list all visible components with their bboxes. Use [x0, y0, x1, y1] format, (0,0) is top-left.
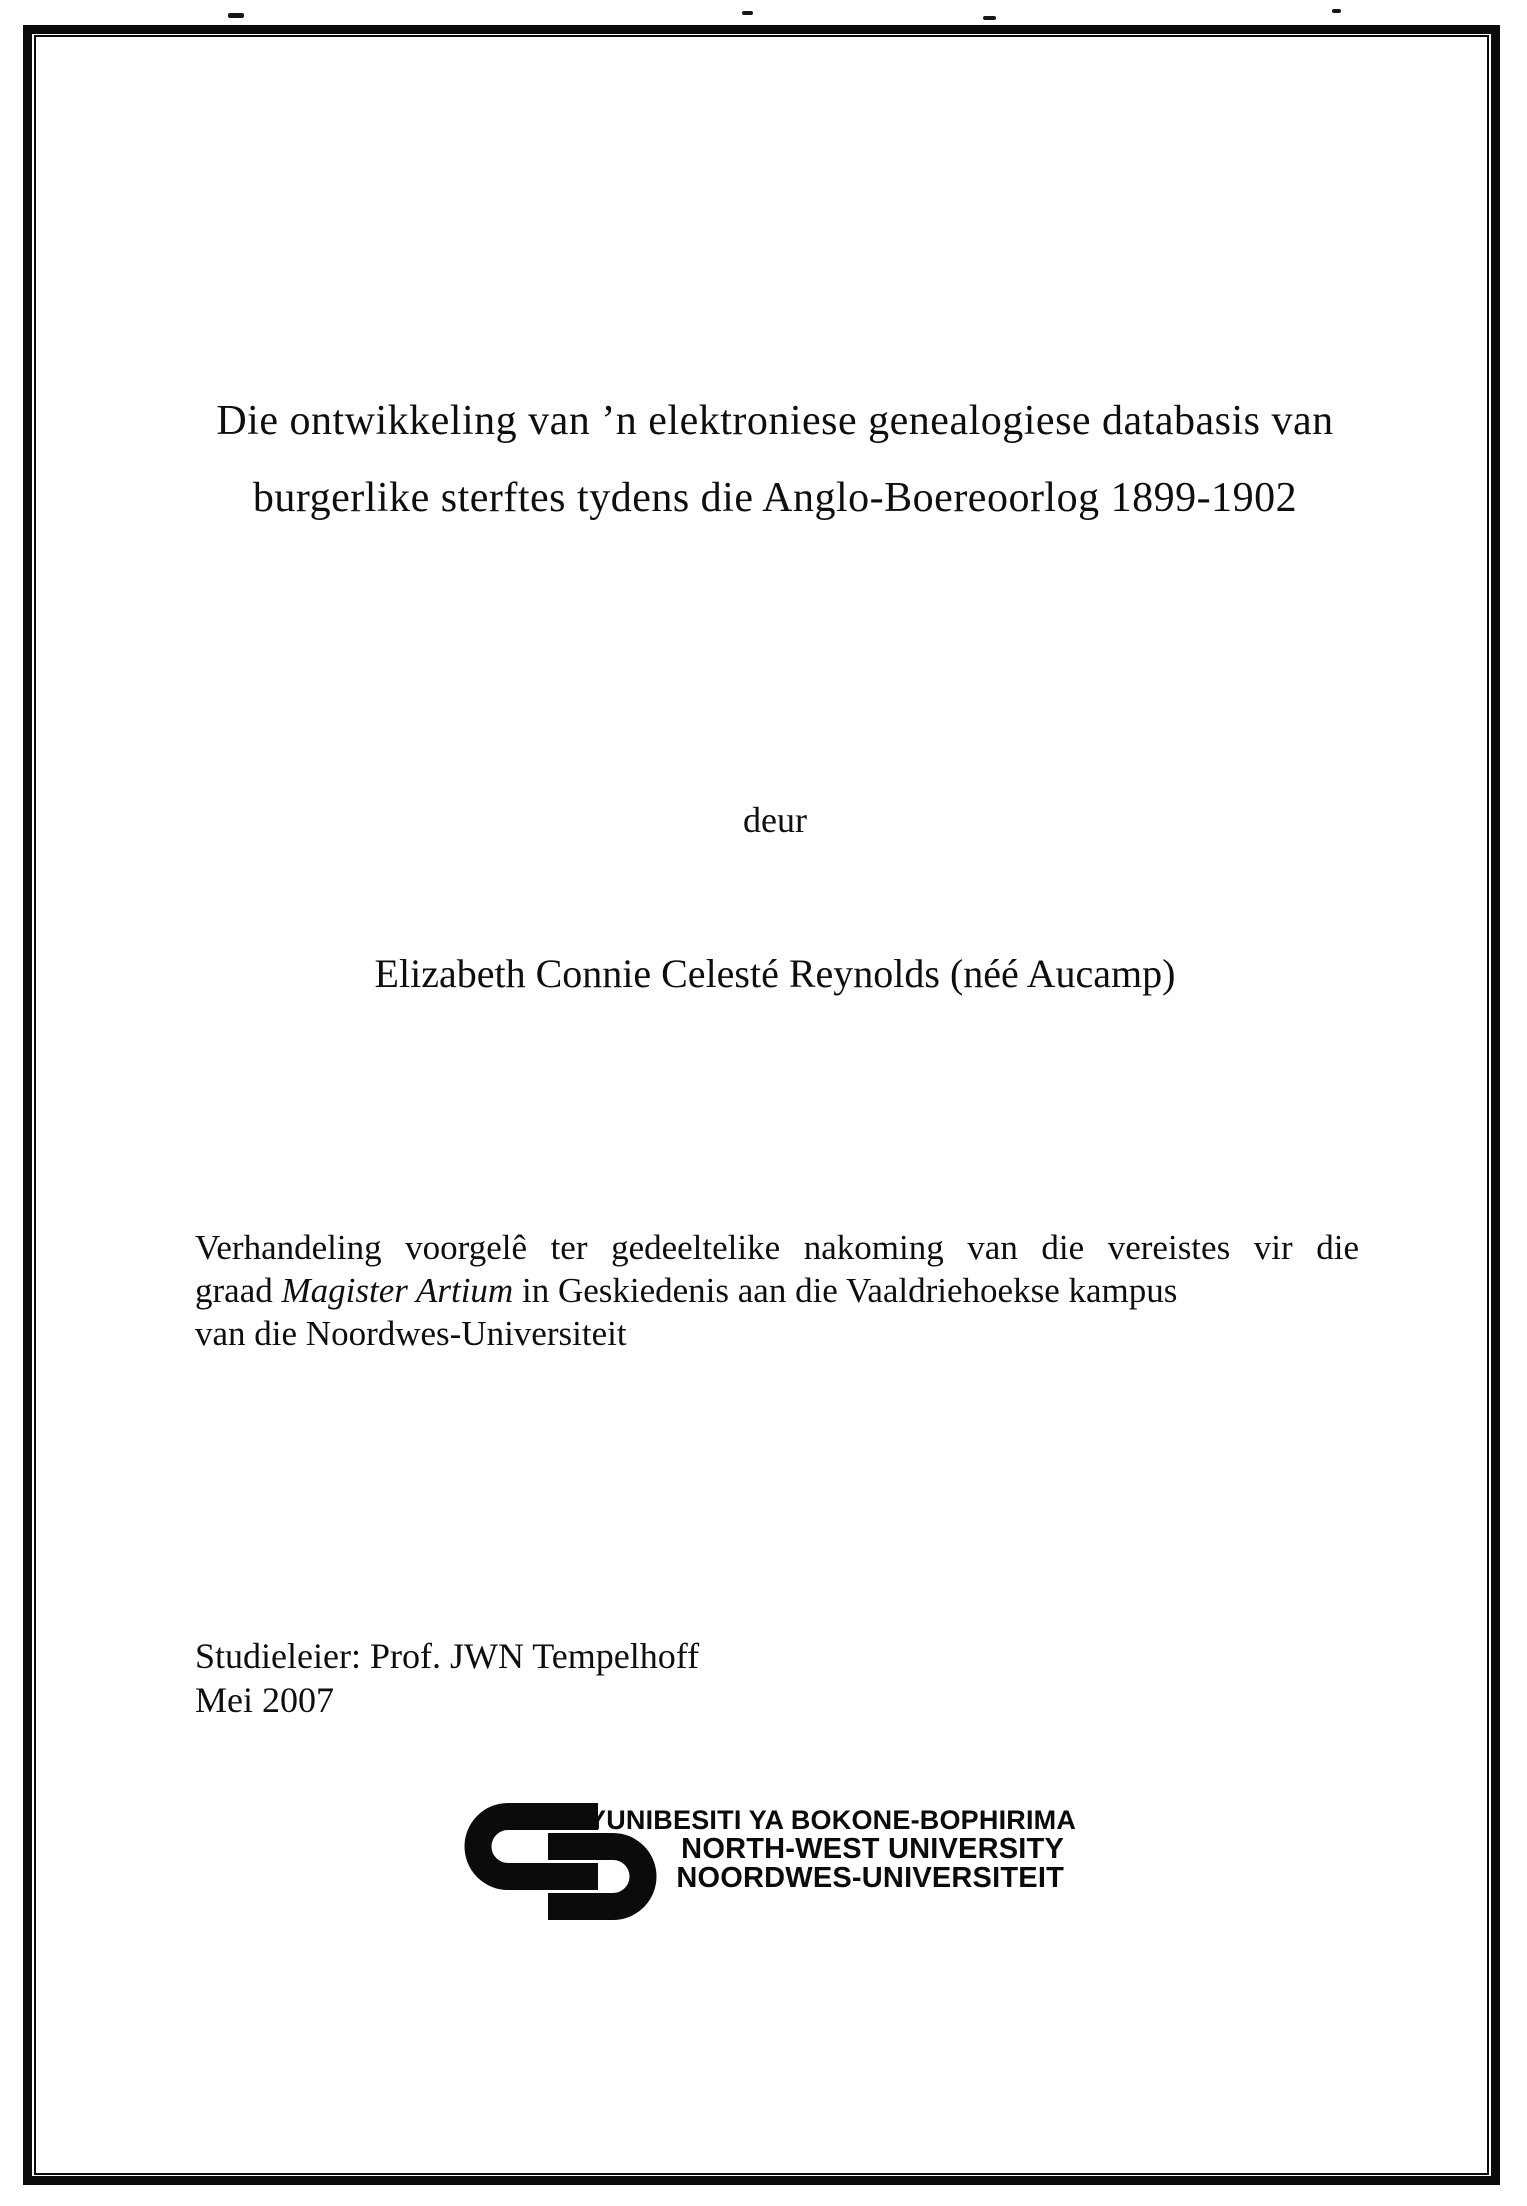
- logo-line-setswana: YUNIBESITI YA BOKONE-BOPHIRIMA: [588, 1805, 1077, 1835]
- date-line: Mei 2007: [195, 1680, 334, 1720]
- logo-line-afrikaans: NOORDWES-UNIVERSITEIT: [676, 1862, 1064, 1894]
- degree-statement-line3: van die Noordwes-Universiteit: [195, 1314, 627, 1353]
- byline-deur: deur: [743, 800, 807, 840]
- thesis-title-line1: Die ontwikkeling van ’n elektroniese genealogiese databasis van: [216, 398, 1334, 444]
- degree-statement-line2: [195, 1269, 1359, 1312]
- author-name: Elizabeth Connie Celesté Reynolds (néé Aucamp): [374, 951, 1176, 996]
- university-logo: [458, 1799, 1078, 1929]
- thesis-title-line2: burgerlike sterftes tydens die Anglo-Boereoorlog 1899-1902: [252, 475, 1298, 521]
- logo-line-english: NORTH-WEST UNIVERSITY: [681, 1833, 1064, 1865]
- supervisor-line: Studieleier: Prof. JWN Tempelhoff: [195, 1636, 700, 1676]
- degree-statement-line2-post: in Geskiedenis aan die Vaaldriehoekse kampus: [513, 1271, 1178, 1310]
- degree-statement-line2-pre: graad: [195, 1271, 282, 1310]
- degree-statement-degree-name: Magister Artium: [281, 1271, 514, 1310]
- scan-noise: [742, 11, 753, 15]
- scan-noise: [228, 13, 244, 18]
- scan-noise: [983, 16, 996, 20]
- university-logo-wordmark: [588, 1805, 1077, 1894]
- supervisor-block: [195, 1634, 1095, 1722]
- degree-statement-line1: Verhandeling voorgelê ter gedeeltelike nakoming van die vereistes vir die: [195, 1228, 1359, 1267]
- scan-noise: [1332, 9, 1341, 13]
- degree-statement: [195, 1226, 1359, 1355]
- thesis-title: [170, 383, 1380, 537]
